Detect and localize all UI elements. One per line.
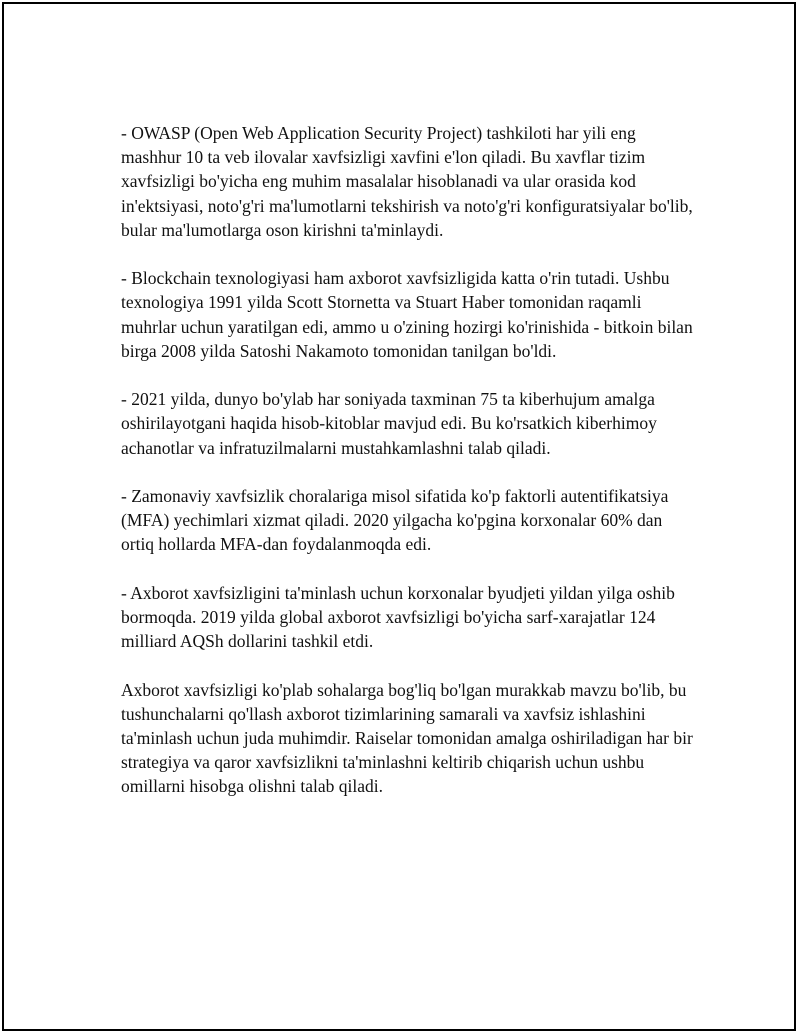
paragraph-mfa: - Zamonaviy xavfsizlik choralariga misol sifatida ko'p faktorli autentifikatsiya (MFA) yechimlari xizmat qiladi. 2020 yilgacha ko'pgina korxonalar 60% dan ortiq hollarda MFA-dan foydalanmoqda edi. xyxy=(121,486,669,555)
paragraph-blockchain: - Blockchain texnologiyasi ham axborot xavfsizligida katta o'rin tutadi. Ushbu texnologiya 1991 yilda Scott Stornetta va Stuart Haber tomonidan raqamli muhrlar uchun yaratilgan edi, ammo u o'zining hozirgi ko'rinishida - bitkoin bilan birga 2008 yilda Satoshi Nakamoto tomonidan tanilgan bo'ldi. xyxy=(121,268,693,361)
paragraph-budget: - Axborot xavfsizligini ta'minlash uchun korxonalar byudjeti yildan yilga oshib bormoqda. 2019 yilda global axborot xavfsizligi bo'yicha sarf-xarajatlar 124 milliard AQSh dollarini tashkil etdi. xyxy=(121,582,675,652)
document-page xyxy=(2,2,796,1031)
paragraph-owasp: - OWASP (Open Web Application Security Project) tashkiloti har yili eng mashhur 10 ta veb ilovalar xavfsizligi xavfini e'lon qiladi. Bu xavflar tizim xavfsizligi bo'yicha eng muhim masalalar hisoblanadi va ular orasida kod in'ektsiyasi, noto'g'ri ma'lumotlarni tekshirish va noto'g'ri konfiguratsiyalar bo'lib, bular ma'lumotlarga oson kirishni ta'minlaydi. xyxy=(121,123,693,240)
document-body xyxy=(121,121,696,823)
paragraph-conclusion: Axborot xavfsizligi ko'plab sohalarga bog'liq bo'lgan murakkab mavzu bo'lib, bu tushunchalarni qo'llash axborot tizimlarining samarali va xavfsiz ishlashini ta'minlash uchun juda muhimdir. Raiselar tomonidan amalga oshiriladigan har bir strategiya va qaror xavfsizlikni ta'minlashni keltirib chiqarish uchun ushbu omillarni hisobga olishni talab qiladi. xyxy=(121,679,693,797)
paragraph-cyberattacks-2021: - 2021 yilda, dunyo bo'ylab har soniyada taxminan 75 ta kiberhujum amalga oshirilayotgani haqida hisob-kitoblar mavjud edi. Bu ko'rsatkich kiberhimoy achanotlar va infratuzilmalarni mustahkamlashni talab qiladi. xyxy=(121,389,657,458)
